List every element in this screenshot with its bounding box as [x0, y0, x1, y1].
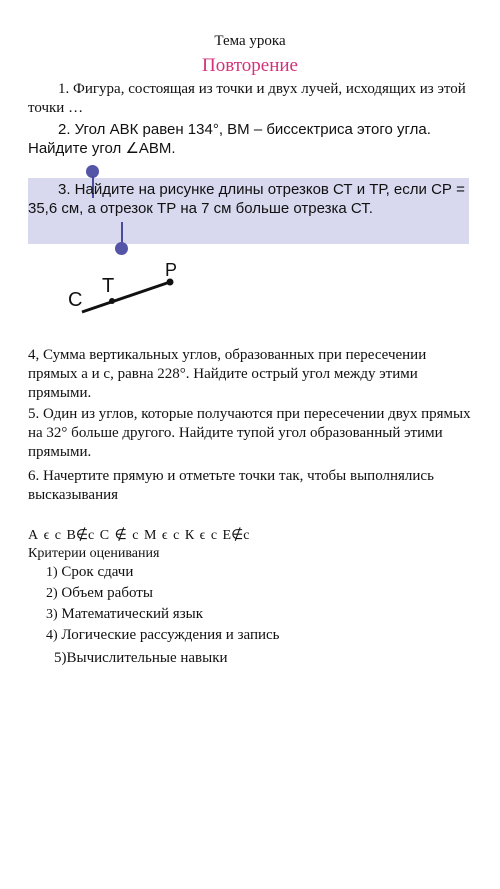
membership-statements: А ϵ с В∉с С ∉ с М ϵ с К ϵ с Е∉с — [28, 528, 250, 543]
task-1-text: 1. Фигура, состоящая из точки и двух лучей, исходящих из этой точки … — [28, 81, 466, 116]
criteria-item: 4) Логические рассуждения и запись — [46, 627, 280, 643]
task-5 — [28, 405, 473, 462]
lesson-title: Повторение — [202, 55, 298, 76]
criteria-item: 3) Математический язык — [46, 606, 203, 622]
task-3-text: 3. Найдите на рисунке длины отрезков СТ и ТР, если СР = 35,6 см, а отрезок ТР на 7 см больше отрезка СТ. — [28, 181, 465, 217]
label-c: С — [68, 289, 83, 311]
criteria-item: 2) Объем работы — [46, 585, 153, 601]
criteria-item: 5)Вычислительные навыки — [54, 650, 228, 666]
point-t — [109, 298, 115, 304]
label-p: Р — [165, 260, 178, 280]
task-4 — [28, 346, 468, 403]
label-t: Т — [102, 275, 115, 297]
task-2-text: 2. Угол АВК равен 134°, ВМ – биссектриса этого угла. Найдите угол ∠АВМ. — [28, 121, 431, 157]
task-6 — [28, 467, 448, 505]
criteria-title: Критерии оценивания — [28, 546, 160, 561]
task-4-text: 4, Сумма вертикальных углов, образованных при пересечении прямых а и с, равна 228°. Найдите острый угол между этими прямыми. — [28, 347, 427, 401]
task-5-text: 5. Один из углов, которые получаются при пересечении двух прямых на 32° больше другого. Найдите тупой угол образованный этими прямыми. — [28, 406, 471, 460]
segment-cp — [82, 282, 170, 312]
criteria-item: 1) Срок сдачи — [46, 564, 134, 580]
task-6-text: 6. Начертите прямую и отметьте точки так, чтобы выполнялись высказывания — [28, 468, 434, 503]
lesson-topic-label: Тема урока — [214, 33, 286, 49]
